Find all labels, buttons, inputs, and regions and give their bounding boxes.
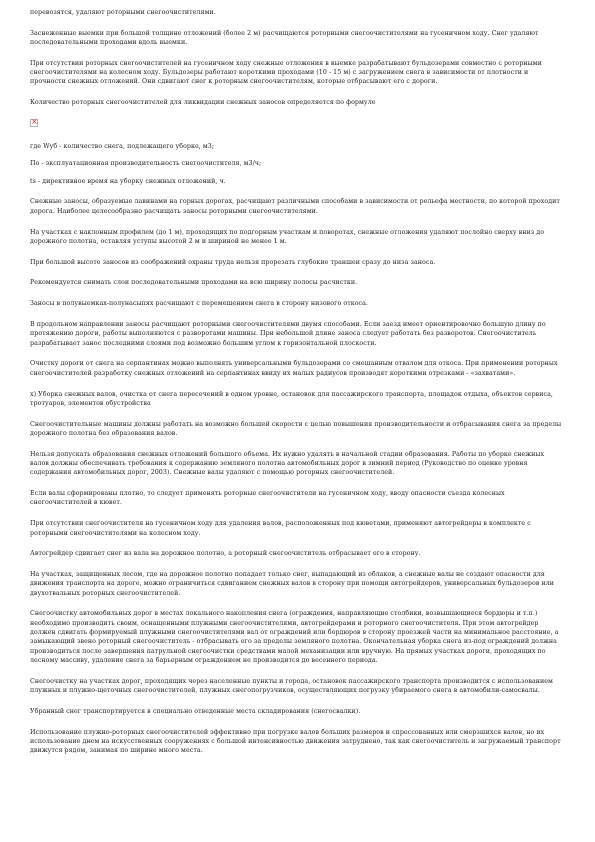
paragraph-11: Рекомендуется снимать слои последовательными проходами на всю ширину полосы расчистки. (30, 279, 358, 287)
paragraph-23: Снегоочистку на участках дорог, проходящих через населенные пункты и города, остановок пассажирского транспорта производится с использованием плужных и плужно-щеточных снегоочистителей, плужных снегопогрузчиков, осуществляющих погрузку убираемого снега в автомобили-самосвалы. (30, 677, 553, 695)
paragraph-14: Очистку дороги от снега на серпантинах можно выполнять универсальными бульдозерами со смешанным отвалом для откоса. При применении роторных снегоочистителей разработку снежных отложений на серпантинах ввиду их малых радиусов производят короткими отрезками - «захватами». (30, 360, 558, 377)
paragraph-25: Использование плужно-роторных снегоочистителей эффективно при погрузке валов больших размеров и спрессованных или смерзшихся валов, но их использование днем на искусственных сооружениях с большой интенсивностью движения затруднено, так как снегоочиститель и загружаемый транспорт движутся рядом, занимая по ширине много места. (30, 728, 561, 755)
broken-image-icon (30, 119, 38, 127)
paragraph-12: Заносы в полувыемках-полунасыпях расчищают с перемещением снега в сторону низового откоса. (30, 300, 368, 308)
paragraph-9: На участках с наклонным профилем (до 1 м), проходящих по подгорным участкам и поворотах, снежные отложения удаляют послойно сверху вниз до дорожного полотна, оставляя уступы высотой 2 м и шириной не менее 1 м. (30, 228, 545, 245)
paragraph-3: При отсутствии роторных снегоочистителей на гусеничном ходу снежные отложения в выемке разрабатывают бульдозерами совместно с роторными снегоочистителями на колесном ходу. Бульдозеры работают короткими проходами (10 - 15 м) с загружением снега в зависимости от плотности и прочности снежных отложений. Они сдвигают снег к роторным снегоочистителям, которые отбрасывают его с дороги. (30, 59, 542, 86)
paragraph-17: Нельзя допускать образования снежных отложений большого объема. Их нужно удалять в начальной стадии образования. Работы по уборке снежных валов должны обеспечивать требования к содержанию земляного полотна автомобильных дорог в зимний период (Руководство по оценке уровня содержания автомобильных дорог, 2003). Снежные валы удаляют с помощью роторных снегоочистителей. (30, 450, 545, 477)
paragraph-22: Снегоочистку автомобильных дорог в местах локального накопления снега (ограждения, направляющие столбики, возвышающиеся бордюры и т.п.) необходимо производить своим, оснащенными плужными снегоочистителями, автогрейдерами и роторного снегоочистителя. При этом автогрейдер должен сдвигать формируемый плужными снегоочистителями вал от ограждений или бордюров в сторону проезжей части на минимальное расстояние, а замыкающий звено роторный снегоочиститель - отбрасывать его за пределы земляного полотна. Окончательная уборка снега из-под ограждений должна производиться после завершения патрульной снегоочистки средствами малой механизации или вручную. На прямых участках дороги, проходящих по лесному массиву, удаление снега за барьерным ограждением не производится до весеннего периода. (30, 610, 559, 664)
paragraph-13: В продольном направлении заносы расчищают роторными снегоочистителями двумя способами. Если заезд имеет ориентировочно большую длину по протяжению дороги, работы выполняются с разворотами машины. При небольшой длине заноса следует работать без разворотов. Снегоочиститель разрабатывает занос последними слоями под возможно большим углом к горизонтальной плоскости. (30, 321, 546, 347)
paragraph-10: При большой высоте заносов из соображений охраны труда нельзя прорезать глубокие траншеи сразу до низа заноса. (30, 258, 436, 266)
paragraph-20: Автогрейдер сдвигает снег из вала на дорожное полотно, а роторный снегоочиститель отбрасывает его в сторону. (30, 550, 421, 558)
paragraph-8: Снежные заносы, образуемые лавинами на горных дорогах, расчищают различными способами в зависимости от рельефа местности, по которой проходит дорога. Наиболее целесообразно расчищать заносы роторными снегоочистителями. (30, 198, 560, 215)
paragraph-18: Если валы сформированы плотно, то следует применять роторные снегоочистители на гусеничном ходу, вводу опасности съезда колесных снегоочистителей в кювет. (30, 490, 505, 507)
paragraph-15: х) Уборка снежных валов, очистка от снега пересечений в одном уровне, остановок для пассажирского транспорта, площадок отдыха, объектов сервиса, тротуаров, элементов обустройства (30, 390, 553, 407)
paragraph-1: перевозятся, удаляют роторными снегоочистителями. (30, 9, 216, 16)
paragraph-24: Убранный снег транспортируется в специально отведенные места складирования (снегосвалки). (30, 707, 361, 715)
paragraph-2: Заснеженные выемки при большой толщине отложений (более 2 м) расчищаются роторными снегоочистителями на гусеничном ходу. Снег удаляют последовательными проходами вдоль выемки. (30, 29, 539, 47)
paragraph-19: При отсутствии снегоочистителя на гусеничном ходу для удаления валов, расположенных под кюветами, применяют автогрейдеры в комплекте с роторными снегоочистителями на колесном ходу. (30, 520, 531, 537)
paragraph-6: По - эксплуатационная производительность снегоочистителя, м3/ч; (30, 160, 262, 168)
paragraph-21: На участках, защищенных лесом, где на дорожное полотно попадает только снег, выпадающий из облаков, а снежные валы не создают опасности для движения транспорта на дороге, можно ограничиться сдвиганием снежных валов в сторону при помощи автогрейдеров, универсальных бульдозеров или двухотвальных роторных снегоочистителей. (30, 571, 555, 597)
paragraph-4: Количество роторных снегоочистителей для ликвидации снежных заносов определяется по формуле (30, 99, 376, 107)
paragraph-16: Снегоочистительные машины должны работать на возможно большей скорости с целью повышения производительности и отбрасывания снега за пределы дорожного полотна без образования валов. (30, 420, 562, 437)
paragraph-5: где Wуб - количество снега, подлежащего уборке, м3; (30, 143, 215, 151)
formula-image (30, 119, 563, 142)
paragraph-7: ts - директивное время на уборку снежных отложений, ч. (30, 177, 226, 185)
